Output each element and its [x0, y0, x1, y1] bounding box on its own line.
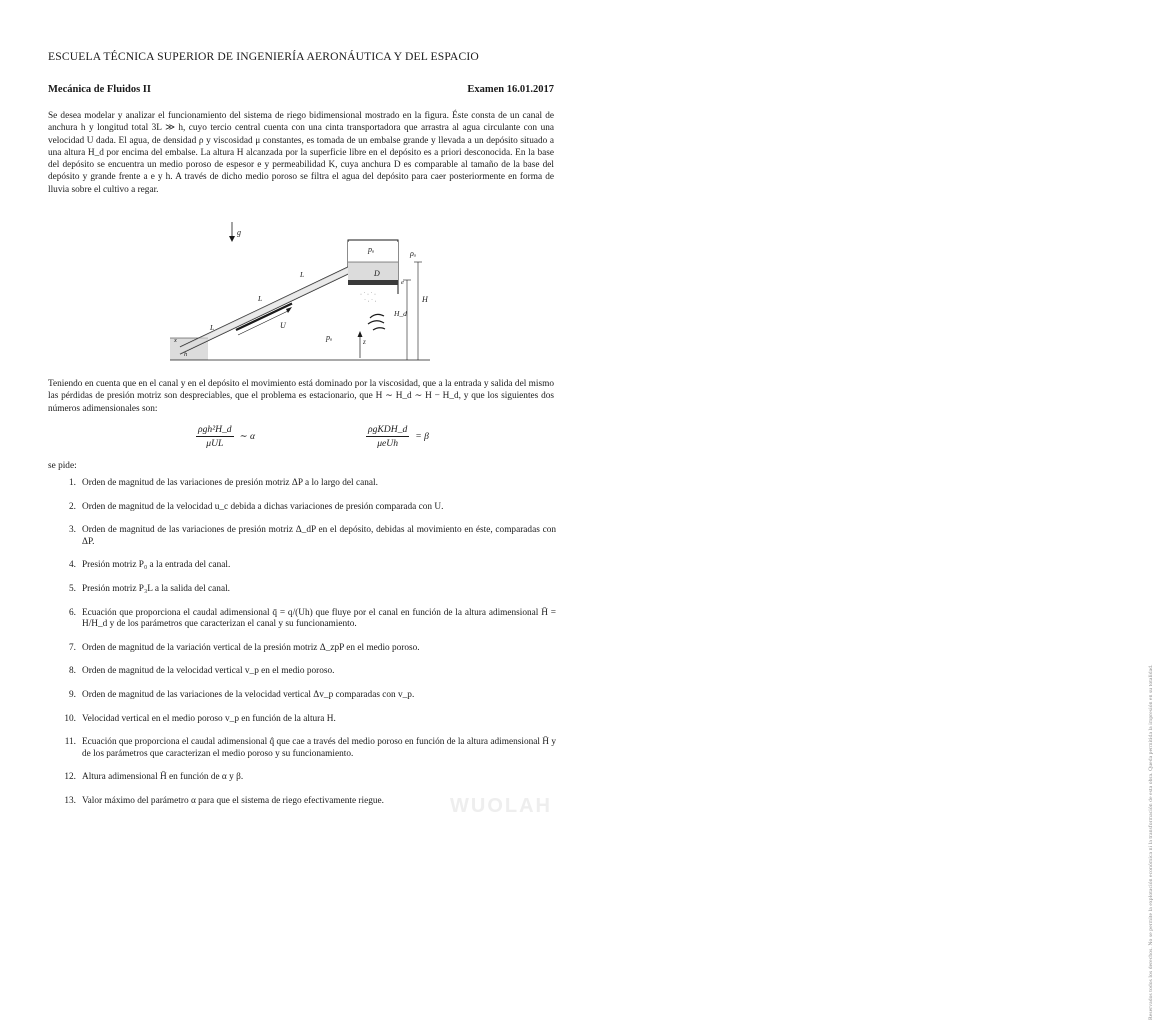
ambient-pressure-label: pₐ — [326, 333, 333, 342]
side-copyright-note-wrap — [570, 250, 1154, 1020]
question-text: Velocidad vertical en el medio poroso v_p en función de la altura H. — [82, 713, 336, 724]
alpha-rhs: ∼ α — [239, 431, 256, 442]
porous-thickness-label: e — [401, 279, 404, 286]
H-label: H — [422, 295, 428, 304]
question-item — [58, 666, 556, 678]
se-pide-label: se pide: — [48, 461, 77, 471]
irrigation-system-diagram — [170, 218, 430, 368]
question-item — [58, 608, 556, 631]
question-text: Ecuación que proporciona el caudal adimensional q̄ = q/(Uh) que fluye por el canal en función de la altura adimensional H̄ = H/H_d y de los parámetros que caracterizan el canal y su funcionamiento. — [82, 607, 556, 630]
question-item — [58, 502, 556, 514]
equation-beta — [366, 424, 429, 449]
question-text: Orden de magnitud de las variaciones de la velocidad vertical Δv_p comparadas con v_p. — [82, 689, 415, 700]
question-item — [58, 478, 556, 490]
question-number: 7. — [69, 642, 76, 653]
question-number: 9. — [69, 689, 76, 700]
alpha-denominator: μUL — [206, 438, 224, 449]
channel-segment-3-label: L — [300, 270, 305, 279]
rain-drops-1: · ˙ · ˙ · — [360, 292, 376, 298]
beta-denominator: μeUh — [377, 438, 399, 449]
tank-water — [348, 262, 398, 280]
school-title: ESCUELA TÉCNICA SUPERIOR DE INGENIERÍA AERONÁUTICA Y DEL ESPACIO — [48, 50, 479, 63]
question-number: 4. — [69, 560, 76, 571]
channel-width-label: h — [184, 351, 188, 358]
question-number: 11. — [64, 737, 76, 748]
x-axis-label: x — [174, 337, 177, 344]
crop-plant — [368, 314, 385, 330]
question-text: Orden de magnitud de la velocidad vertical v_p en el medio poroso. — [82, 666, 335, 677]
question-text: Presión motriz P₃L a la salida del canal. — [82, 583, 230, 594]
question-item — [58, 560, 556, 572]
question-text: Orden de magnitud de las variaciones de presión motriz ΔP a lo largo del canal. — [82, 478, 378, 488]
question-number: 8. — [69, 666, 76, 677]
question-text: Orden de magnitud de la velocidad u_c debida a dichas variaciones de presión comparada con U. — [82, 501, 444, 512]
question-list — [58, 478, 556, 808]
question-text: Presión motriz P₀ a la entrada del canal. — [82, 560, 231, 571]
question-number: 13. — [64, 795, 76, 806]
side-copyright-note: Reservados todos los derechos. No se permite la explotación económica ni la transformación de esta obra. Queda permitida la impresión en su totalidad. — [1148, 664, 1154, 1020]
porous-width-label: D — [374, 269, 380, 278]
question-item — [58, 737, 556, 760]
assumptions-paragraph: Teniendo en cuenta que en el canal y en el depósito el movimiento está dominado por la viscosidad, que a la entrada y salida del mismo las pérdidas de presión motriz son despreciables, que el problema es estacionario, que H ∼ H_d ∼ H − H_d, y que los siguientes dos números adimensionales son: — [48, 379, 554, 414]
gravity-label: g — [237, 228, 241, 237]
tank-top-pressure-label: pₐ — [368, 245, 375, 254]
equation-alpha — [196, 424, 255, 449]
question-number: 12. — [64, 772, 76, 783]
porous-medium — [348, 280, 398, 285]
question-number: 1. — [69, 478, 76, 488]
air-density-label: ρₐ — [410, 249, 417, 258]
question-text: Valor máximo del parámetro α para que el sistema de riego efectivamente riegue. — [82, 795, 384, 806]
question-item — [58, 584, 556, 596]
channel-water — [180, 267, 348, 354]
question-text: Orden de magnitud de la variación vertical de la presión motriz Δ_zpP en el medio poroso. — [82, 642, 420, 653]
rain-drops-2: ˙ · ˙ · — [364, 299, 377, 305]
question-item — [58, 714, 556, 726]
question-number: 6. — [69, 607, 76, 618]
beta-numerator: ρgKDH_d — [368, 424, 408, 435]
question-item — [58, 690, 556, 702]
alpha-numerator: ρgh²H_d — [198, 424, 232, 435]
Hd-label: H_d — [394, 309, 407, 318]
exam-date: Examen 16.01.2017 — [467, 84, 554, 95]
question-item — [58, 525, 556, 548]
beta-rhs: = β — [415, 431, 429, 442]
channel-segment-2-label: L — [258, 294, 263, 303]
question-text: Altura adimensional H̄ en función de α y β. — [82, 772, 244, 783]
course-name: Mecánica de Fluidos II — [48, 84, 151, 95]
question-item — [58, 643, 556, 655]
watermark-logo: WUOLAH — [450, 795, 552, 817]
question-number: 2. — [69, 501, 76, 512]
question-number: 10. — [64, 713, 76, 724]
question-number: 3. — [69, 525, 76, 536]
gravity-arrowhead — [229, 236, 235, 242]
belt-velocity-arrowhead — [286, 307, 292, 313]
question-number: 5. — [69, 583, 76, 594]
z-axis-label: z — [363, 338, 366, 346]
question-item — [58, 772, 556, 784]
belt-velocity-label: U — [280, 321, 286, 330]
intro-paragraph: Se desea modelar y analizar el funcionamiento del sistema de riego bidimensional mostrado en la figura. Éste consta de un canal de anchura h y longitud total 3L ≫ h, cuyo tercio central cuenta con una cinta transportadora que arrastra al agua circulante con una velocidad U dada. El agua, de densidad ρ y viscosidad μ constantes, es tomada de un embalse grande y llevada a un depósito situado a una altura H_d por encima del embalse. La altura H alcanzada por la superficie libre en el depósito es a priori desconocida. En la base del depósito se encuentra un medio poroso de espesor e y permeabilidad K, cuya anchura D es comparable al tamaño de la base del depósito y grande frente a e y h. A través de dicho medio poroso se filtra el agua del depósito para caer posteriormente en forma de lluvia sobre el cultivo a regar. — [48, 111, 554, 195]
question-text: Ecuación que proporciona el caudal adimensional q̂ que cae a través del medio poroso en función de la altura adimensional H̄ y de los parámetros que caracterizan el medio poroso y su funcionamiento. — [82, 737, 556, 759]
channel-segment-1-label: L — [210, 323, 215, 332]
question-text: Orden de magnitud de las variaciones de presión motriz Δ_dP en el depósito, debidas al movimiento en éste, comparadas con ΔP. — [82, 525, 556, 547]
